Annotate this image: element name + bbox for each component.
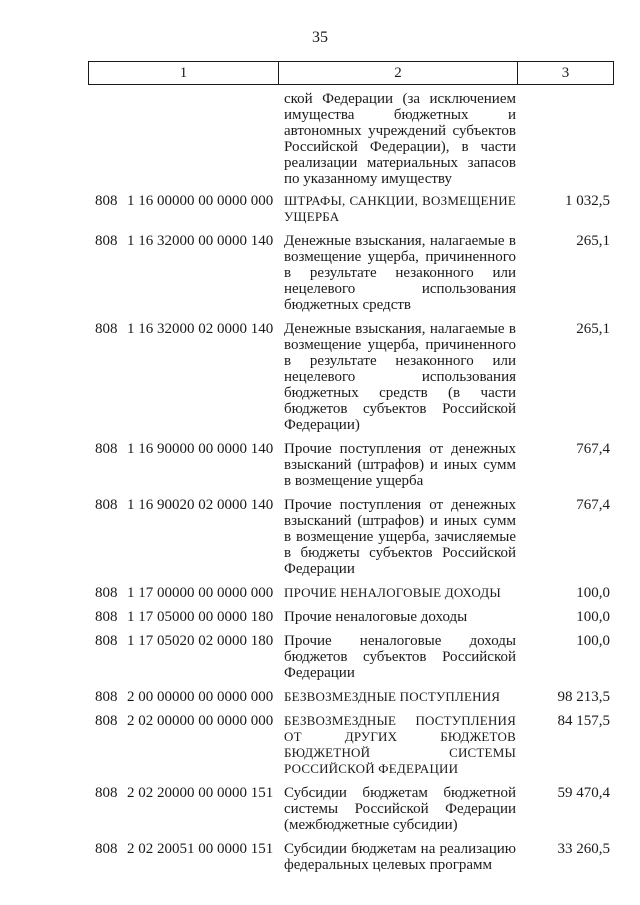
admin-code: 808 [95,689,118,705]
income-name: Прочие поступления от денежных взысканий (штрафов) и иных сумм в возмещение ущерба, зачисляемые в бюджеты субъектов Российской Федерации [284,497,516,577]
budget-classification-code: 2 02 20000 00 0000 151 [127,785,274,801]
amount-value: 265,1 [576,321,610,337]
admin-code: 808 [95,785,118,801]
header-col-3: 3 [561,64,570,81]
admin-code: 808 [95,193,118,209]
amount-value: 98 213,5 [557,689,610,705]
amount-value: 100,0 [576,609,610,625]
table-row [0,633,640,681]
budget-classification-code: 1 16 90000 00 0000 140 [127,441,274,457]
admin-code: 808 [95,841,118,857]
table-row [0,441,640,489]
amount-value: 100,0 [576,633,610,649]
budget-classification-code: 1 17 05020 02 0000 180 [127,633,274,649]
continuation-text: ской Федерации (за исключением имущества бюджетных и автономных учреждений субъектов Российской Федерации), в части реализации материальных запасов по указанному имуществу [284,91,516,187]
amount-value: 265,1 [576,233,610,249]
table-body [0,193,640,873]
income-name: ПРОЧИЕ НЕНАЛОГОВЫЕ ДОХОДЫ [284,585,501,600]
table-row [0,713,640,777]
budget-classification-code: 1 16 32000 00 0000 140 [127,233,274,249]
budget-classification-code: 1 17 05000 00 0000 180 [127,609,274,625]
table-row [0,585,640,601]
admin-code: 808 [95,497,118,513]
amount-value: 767,4 [576,441,610,457]
budget-classification-code: 1 16 32000 02 0000 140 [127,321,274,337]
income-name: Денежные взыскания, налагаемые в возмещение ущерба, причиненного в результате незаконного или нецелевого использования бюджетных средств [284,233,516,313]
income-name: Прочие неналоговые доходы бюджетов субъектов Российской Федерации [284,633,516,681]
budget-classification-code: 2 02 20051 00 0000 151 [127,841,274,857]
amount-value: 59 470,4 [557,785,610,801]
budget-classification-code: 1 16 00000 00 0000 000 [127,193,274,209]
header-col-1: 1 [89,62,279,84]
income-name: ШТРАФЫ, САНКЦИИ, ВОЗМЕЩЕНИЕ УЩЕРБА [284,193,516,224]
table-row [0,321,640,433]
income-name: БЕЗВОЗМЕЗДНЫЕ ПОСТУПЛЕНИЯ ОТ ДРУГИХ БЮДЖЕТОВ БЮДЖЕТНОЙ СИСТЕМЫ РОССИЙСКОЙ ФЕДЕРАЦИИ [284,713,516,776]
table-row [0,785,640,833]
budget-classification-code: 2 00 00000 00 0000 000 [127,689,274,705]
income-name: Прочие поступления от денежных взысканий (штрафов) и иных сумм в возмещение ущерба [284,441,516,489]
income-name: Субсидии бюджетам на реализацию федеральных целевых программ [284,841,516,873]
table-row [0,497,640,577]
admin-code: 808 [95,321,118,337]
admin-code: 808 [95,609,118,625]
income-name: Субсидии бюджетам бюджетной системы Российской Федерации (межбюджетные субсидии) [284,785,516,833]
income-name: Прочие неналоговые доходы [284,609,468,625]
admin-code: 808 [95,585,118,601]
amount-value: 33 260,5 [557,841,610,857]
admin-code: 808 [95,713,118,729]
income-name: БЕЗВОЗМЕЗДНЫЕ ПОСТУПЛЕНИЯ [284,689,501,704]
budget-classification-code: 2 02 00000 00 0000 000 [127,713,274,729]
page-number: 35 [312,29,328,46]
amount-value: 84 157,5 [557,713,610,729]
amount-value: 100,0 [576,585,610,601]
admin-code: 808 [95,633,118,649]
table-row [0,689,640,705]
table-row [0,609,640,625]
admin-code: 808 [95,233,118,249]
table-row [0,841,640,873]
table-row [0,193,640,225]
admin-code: 808 [95,441,118,457]
amount-value: 767,4 [576,497,610,513]
budget-classification-code: 1 16 90020 02 0000 140 [127,497,274,513]
header-col-2: 2 [279,62,518,84]
amount-value: 1 032,5 [565,193,610,209]
table-header [88,61,614,85]
budget-classification-code: 1 17 00000 00 0000 000 [127,585,274,601]
income-name: Денежные взыскания, налагаемые в возмещение ущерба, причиненного в результате незаконного или нецелевого использования бюджетных средств (в части бюджетов субъектов Российской Федерации) [284,321,516,433]
table-row [0,233,640,313]
